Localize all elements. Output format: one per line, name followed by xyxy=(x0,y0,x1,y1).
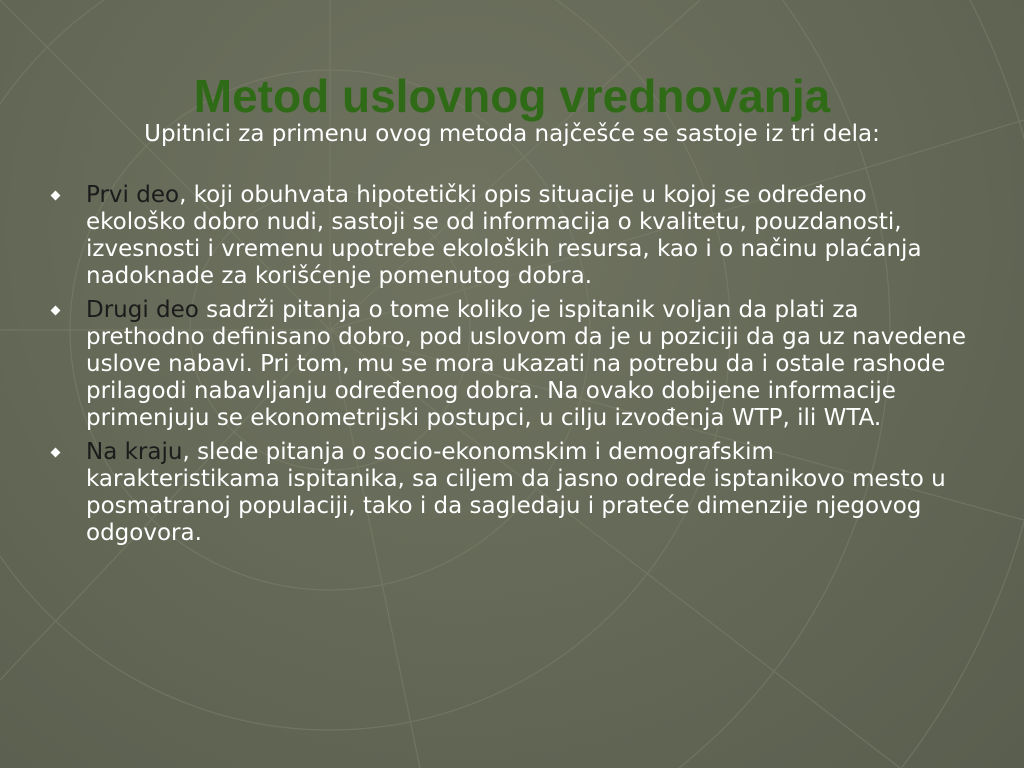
diamond-bullet-icon xyxy=(51,191,61,201)
bullet-text: sadrži pitanja o tome koliko je ispitanik voljan da plati za prethodno definisano dobro, pod uslovom da je u poziciji da ga uz navedene uslove nabavi. Pri tom, mu se mora ukazati na potrebu da i ostale rashode prilagodi nabavljanju određenog dobra. Na ovako dobijene informacije primenjuju se ekonometrijski postupci, u cilju izvođenja WTP, ili WTA. xyxy=(86,297,966,431)
bullet-lead: Na kraju xyxy=(86,439,183,465)
slide-title: Metod uslovnog vrednovanja xyxy=(193,70,831,122)
intro-text: Upitnici za primenu ovog metoda najčešće se sastoje iz tri dela: xyxy=(144,121,880,147)
bullet-list xyxy=(48,182,968,554)
bullet-item-3 xyxy=(48,439,968,547)
bullet-lead: Prvi deo xyxy=(86,182,180,208)
bullet-text: , koji obuhvata hipotetički opis situacije u kojoj se određeno ekološko dobro nudi, sastoji se od informacija o kvalitetu, pouzdanosti, izvesnosti i vremenu upotrebe ekoloških resursa, kao i o načinu plaćanja nadoknade za korišćenje pomenutog dobra. xyxy=(86,182,922,289)
diamond-bullet-icon xyxy=(51,306,61,316)
bullet-item-2 xyxy=(48,297,968,432)
bullet-text: , slede pitanja o socio-ekonomskim i demografskim karakteristikama ispitanika, sa ciljem da jasno odrede isptanikovo mesto u posmatranoj populaciji, tako i da sagledaju i prateće dimenzije njegovog odgovora. xyxy=(86,439,946,546)
bullet-lead: Drugi deo xyxy=(86,297,199,323)
bullet-item-1 xyxy=(48,182,968,290)
diamond-bullet-icon xyxy=(51,448,61,458)
